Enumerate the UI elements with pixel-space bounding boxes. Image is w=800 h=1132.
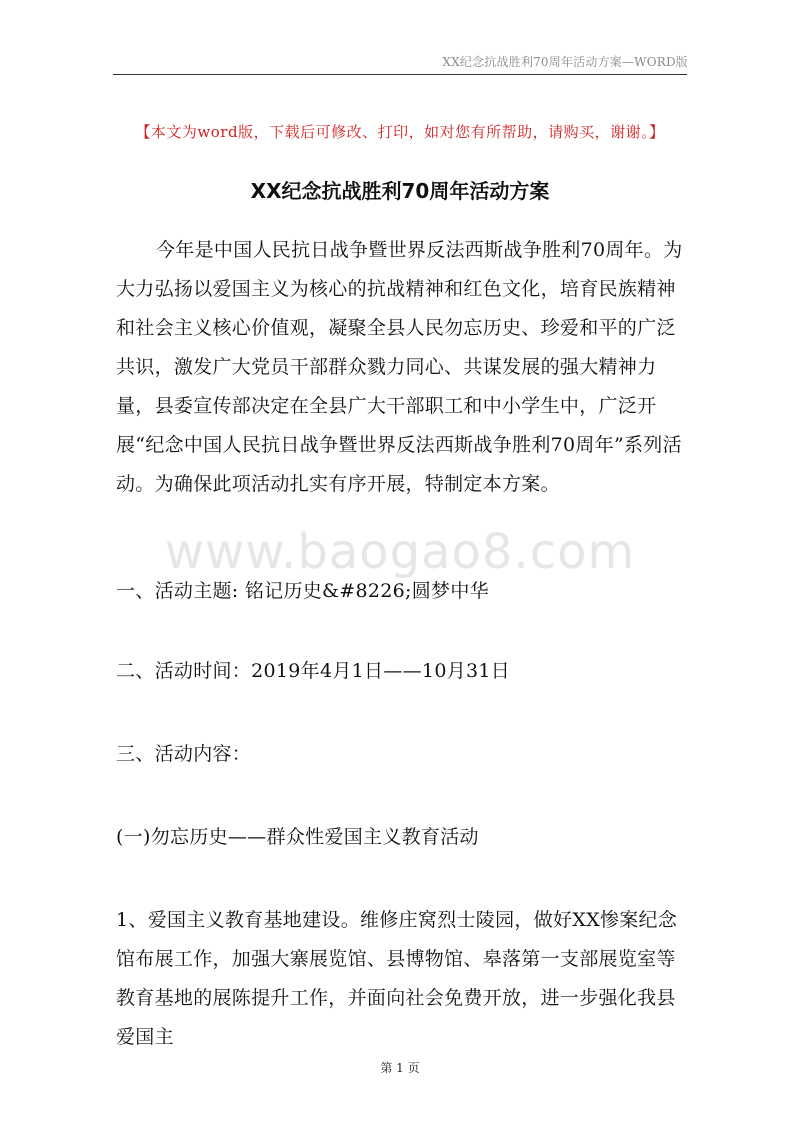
section-theme: 一、活动主题: 铭记历史&#8226;圆梦中华 [116, 580, 489, 602]
watermark: www.baogao8.com [164, 524, 636, 580]
document-title: XX纪念抗战胜利70周年活动方案 [250, 179, 550, 203]
page-number: 第 1 页 [380, 1061, 420, 1075]
header-divider [113, 74, 687, 75]
section-content: 三、活动内容： [116, 743, 252, 765]
purchase-notice: 【本文为word版，下载后可修改、打印，如对您有所帮助，请购买，谢谢。】 [135, 123, 665, 141]
subsection-heading: (一)勿忘历史——群众性爱国主义教育活动 [116, 826, 479, 848]
section-time: 二、活动时间：2019年4月1日——10月31日 [116, 660, 511, 682]
intro-section [116, 231, 684, 504]
list-item: 1、爱国主义教育基地建设。维修庄窝烈士陵园，做好XX惨案纪念馆布展工作，加强大寨展览馆、县博物馆、皋落第一支部展览室等教育基地的展陈提升工作，并面向社会免费开放，进一步强化我县爱国主 [116, 909, 678, 1048]
intro-paragraph: 今年是中国人民抗日战争暨世界反法西斯战争胜利70周年。为大力弘扬以爱国主义为核心的抗战精神和红色文化，培育民族精神和社会主义核心价值观，凝聚全县人民勿忘历史、珍爱和平的广泛共识，激发广大党员干部群众戮力同心、共谋发展的强大精神力量，县委宣传部决定在全县广大干部职工和中小学生中，广泛开展“纪念中国人民抗日战争暨世界反法西斯战争胜利70周年”系列活动。为确保此项活动扎实有序开展，特制定本方案。 [116, 239, 683, 495]
header-title: XX纪念抗战胜利70周年活动方案—WORD版 [442, 55, 688, 69]
